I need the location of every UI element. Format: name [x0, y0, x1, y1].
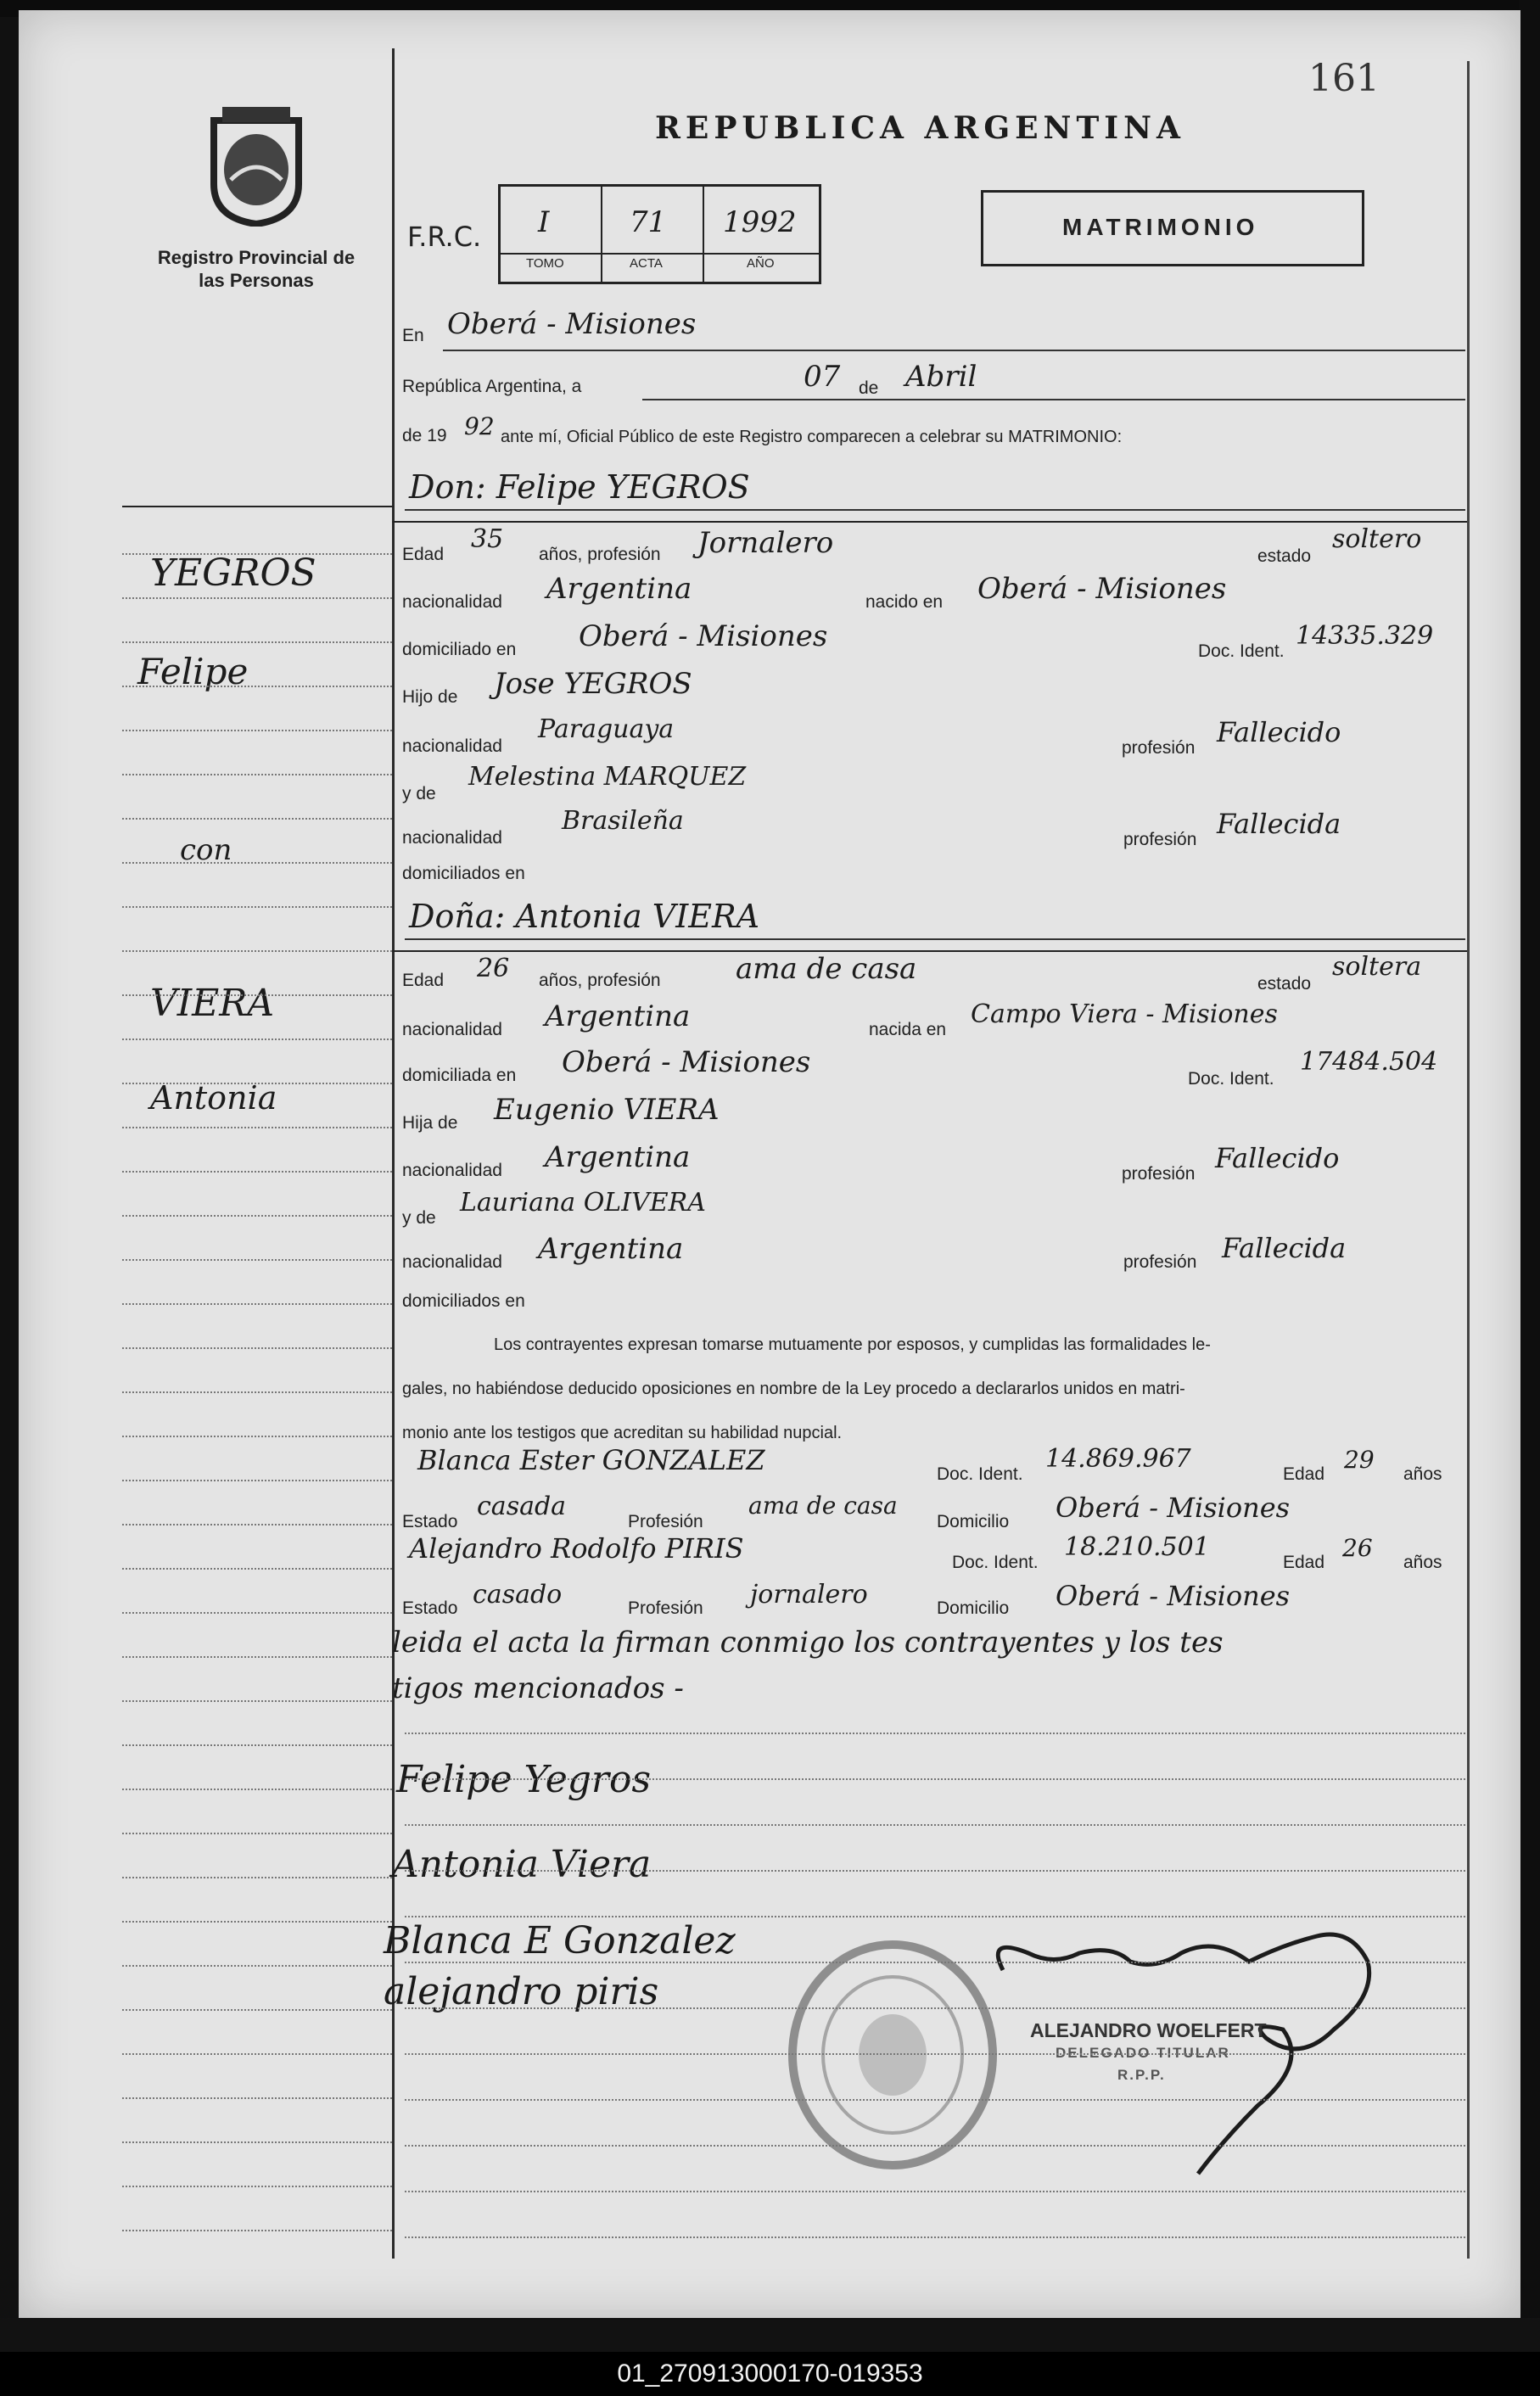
signature-bride: Antonia Viera — [392, 1843, 652, 1886]
bride-full-name: Doña: Antonia VIERA — [409, 898, 760, 935]
witness2-prof-label: Profesión — [628, 1598, 703, 1618]
doc-type-title: MATRIMONIO — [1062, 214, 1259, 240]
witness2-estado-label: Estado — [402, 1598, 458, 1618]
bride-mother-nat-label: nacionalidad — [402, 1252, 502, 1272]
signature-witness-1: Blanca E Gonzalez — [384, 1919, 736, 1962]
groom-full-name: Don: Felipe YEGROS — [409, 468, 750, 506]
groom-doc: 14335.329 — [1296, 621, 1434, 651]
body-ruled-line — [405, 1916, 1465, 1917]
body-ruled-line — [405, 2191, 1465, 2192]
bride-domicile-label: domiciliada en — [402, 1066, 517, 1085]
groom-parents-dom-label: domiciliados en — [402, 864, 525, 883]
witness1-prof-label: Profesión — [628, 1512, 703, 1531]
bride-father: Eugenio VIERA — [494, 1093, 720, 1127]
intro-day: 07 — [804, 360, 841, 394]
margin-ruled-line — [122, 1391, 392, 1393]
witness1-edad-label: Edad — [1283, 1464, 1325, 1484]
body-ruled-line — [405, 1733, 1465, 1734]
groom-mother-prof-label: profesión — [1123, 830, 1197, 849]
bride-father-nat-label: nacionalidad — [402, 1161, 502, 1180]
margin-ruled-line — [122, 686, 392, 687]
witness1-anos-label: años — [1403, 1464, 1442, 1484]
registry-name: Registro Provincial de las Personas — [157, 247, 356, 291]
margin-ruled-line — [122, 1656, 392, 1658]
bride-father-profession: Fallecido — [1215, 1142, 1340, 1174]
groom-profession: Jornalero — [697, 526, 834, 560]
official-registry: R.P.P. — [1117, 2067, 1166, 2083]
margin-ruled-line — [122, 1921, 392, 1923]
scan-bottom-border — [0, 2318, 1540, 2352]
bride-mother: Lauriana OLIVERA — [460, 1188, 706, 1218]
bride-nationality-label: nacionalidad — [402, 1020, 502, 1039]
margin-ruled-line — [122, 1524, 392, 1525]
margin-ruled-line — [122, 641, 392, 643]
page-number: 161 — [1308, 57, 1380, 100]
scan-right-border — [1519, 0, 1540, 2396]
margin-ruled-line — [122, 2097, 392, 2099]
witness2-doc: 18.210.501 — [1064, 1532, 1210, 1562]
witness2-edad-label: Edad — [1283, 1553, 1325, 1572]
signature-witness-2: alejandro piris — [384, 1970, 659, 2013]
groom-mother: Melestina MARQUEZ — [468, 762, 747, 792]
rule-groom — [405, 509, 1465, 511]
bride-father-nationality: Argentina — [545, 1140, 691, 1174]
body-line-2: gales, no habiéndose deducido oposiciones en nombre de la Ley procedo a declararlos unidos en matri- — [402, 1380, 1185, 1398]
groom-nacido-label: nacido en — [865, 592, 944, 612]
body-ruled-line — [405, 1962, 1465, 1963]
margin-ruled-line — [122, 1568, 392, 1570]
official-seal-stamp — [782, 1936, 1003, 2174]
country-title: REPUBLICA ARGENTINA — [655, 110, 1185, 146]
margin-groom-surname: YEGROS — [150, 551, 316, 595]
bride-doc-label: Doc. Ident. — [1188, 1069, 1274, 1089]
margin-ruled-line — [122, 1744, 392, 1746]
witness1-profession: ama de casa — [748, 1492, 898, 1520]
margin-groom-name: Felipe — [137, 651, 249, 692]
margin-ruled-line — [122, 1259, 392, 1261]
bride-estado-label: estado — [1257, 974, 1312, 994]
body-ruled-line — [405, 1824, 1465, 1826]
bride-status: soltera — [1332, 952, 1422, 982]
witness1-doc: 14.869.967 — [1045, 1444, 1191, 1474]
witness1-age: 29 — [1344, 1446, 1375, 1474]
margin-ruled-line — [122, 553, 392, 555]
body-ruled-line — [405, 2145, 1465, 2147]
tomo-value: I — [538, 205, 550, 239]
body-ruled-line — [405, 2236, 1465, 2238]
margin-ruled-line — [122, 1480, 392, 1481]
witness2-doc-label: Doc. Ident. — [952, 1553, 1039, 1572]
witness1-name: Blanca Ester GONZALEZ — [417, 1444, 765, 1476]
rule-en — [443, 350, 1465, 351]
bride-nationality: Argentina — [545, 999, 691, 1033]
margin-ruled-line — [122, 1038, 392, 1040]
bride-domicile: Oberá - Misiones — [562, 1045, 811, 1079]
en-label: En — [402, 326, 424, 345]
groom-father-nationality: Paraguaya — [538, 714, 675, 744]
margin-top-rule — [122, 506, 394, 507]
bride-birthplace: Campo Viera - Misiones — [971, 999, 1278, 1029]
intro-place: Oberá - Misiones — [447, 307, 697, 341]
bride-mother-prof-label: profesión — [1123, 1252, 1197, 1272]
margin-ruled-line — [122, 818, 392, 820]
groom-father-nat-label: nacionalidad — [402, 736, 502, 756]
margin-ruled-line — [122, 1347, 392, 1349]
frc-label: F.R.C. — [407, 221, 482, 253]
witness1-estado-label: Estado — [402, 1512, 458, 1531]
margin-ruled-line — [122, 1127, 392, 1128]
bride-father-prof-label: profesión — [1122, 1164, 1196, 1184]
witness2-age: 26 — [1342, 1534, 1373, 1562]
body-ruled-line — [405, 2053, 1465, 2055]
body-ruled-line — [405, 1870, 1465, 1872]
footer-image-id: 01_270913000170-019353 — [0, 2352, 1540, 2396]
margin-ruled-line — [122, 2141, 392, 2143]
margin-ruled-line — [122, 1789, 392, 1790]
witness1-dom-label: Domicilio — [937, 1512, 1010, 1531]
margin-ruled-line — [122, 906, 392, 908]
bride-profesion-label: años, profesión — [539, 971, 661, 990]
signature-groom: Felipe Yegros — [396, 1758, 652, 1801]
witness2-domicile: Oberá - Misiones — [1056, 1580, 1291, 1612]
margin-ruled-line — [122, 1303, 392, 1305]
bride-nacida-label: nacida en — [869, 1020, 947, 1039]
provincial-emblem-icon — [197, 104, 316, 227]
margin-ruled-line — [122, 1612, 392, 1614]
groom-father: Jose YEGROS — [494, 667, 692, 701]
groom-birthplace: Oberá - Misiones — [977, 572, 1227, 606]
margin-ruled-line — [122, 1833, 392, 1834]
acta-value: 71 — [630, 205, 667, 239]
bride-yde-label: y de — [402, 1208, 436, 1228]
groom-age: 35 — [471, 524, 504, 554]
witness2-dom-label: Domicilio — [937, 1598, 1010, 1618]
witness2-status: casado — [473, 1580, 563, 1609]
margin-ruled-line — [122, 1436, 392, 1437]
witness2-name: Alejandro Rodolfo PIRIS — [409, 1532, 744, 1565]
groom-profesion-label: años, profesión — [539, 545, 661, 564]
margin-bride-surname: VIERA — [150, 982, 275, 1025]
groom-nationality: Argentina — [546, 572, 692, 606]
rule-bride — [405, 938, 1465, 940]
margin-ruled-line — [122, 1171, 392, 1173]
margin-ruled-line — [122, 994, 392, 996]
bride-age: 26 — [477, 954, 510, 983]
margin-ruled-line — [122, 1083, 392, 1084]
closing-line-2: tigos mencionados - — [392, 1671, 684, 1705]
section-divider-bride — [392, 950, 1467, 952]
acta-label: ACTA — [630, 256, 663, 271]
groom-estado-label: estado — [1257, 546, 1312, 566]
certificate-page — [19, 10, 1520, 2318]
witness1-domicile: Oberá - Misiones — [1056, 1492, 1291, 1524]
bride-doc: 17484.504 — [1300, 1047, 1438, 1077]
groom-domicile-label: domiciliado en — [402, 640, 517, 659]
margin-ruled-line — [122, 1700, 392, 1702]
body-ruled-line — [405, 2007, 1465, 2009]
groom-edad-label: Edad — [402, 545, 445, 564]
ano-value: 1992 — [723, 205, 797, 239]
bride-mother-nationality: Argentina — [538, 1232, 684, 1266]
groom-domicile: Oberá - Misiones — [579, 619, 828, 653]
witness2-profession: jornalero — [750, 1580, 868, 1609]
margin-ruled-line — [122, 1215, 392, 1217]
bride-parents-dom-label: domiciliados en — [402, 1291, 525, 1311]
margin-ruled-line — [122, 774, 392, 775]
margin-ruled-line — [122, 2053, 392, 2055]
de-label: de — [859, 378, 879, 398]
groom-father-profession: Fallecido — [1217, 716, 1341, 748]
margin-ruled-line — [122, 1965, 392, 1967]
margin-bride-name: Antonia — [150, 1079, 277, 1117]
groom-father-prof-label: profesión — [1122, 738, 1196, 758]
body-ruled-line — [405, 2099, 1465, 2101]
margin-ruled-line — [122, 2230, 392, 2231]
margin-ruled-line — [122, 1877, 392, 1878]
groom-mother-profession: Fallecida — [1217, 808, 1341, 840]
witness1-doc-label: Doc. Ident. — [937, 1464, 1023, 1484]
bride-profession: ama de casa — [736, 952, 917, 986]
groom-yde-label: y de — [402, 784, 436, 803]
groom-hijo-label: Hijo de — [402, 687, 458, 707]
section-divider-groom — [392, 521, 1467, 523]
ano-label: AÑO — [747, 256, 775, 271]
bride-edad-label: Edad — [402, 971, 445, 990]
groom-nationality-label: nacionalidad — [402, 592, 502, 612]
groom-mother-nat-label: nacionalidad — [402, 828, 502, 848]
margin-ruled-line — [122, 2186, 392, 2187]
groom-mother-nationality: Brasileña — [562, 806, 684, 836]
intro-month: Abril — [905, 360, 977, 394]
margin-ruled-line — [122, 862, 392, 864]
witness1-status: casada — [477, 1492, 567, 1521]
year-prefix: de 19 — [402, 426, 447, 445]
intro-year: 92 — [464, 412, 495, 440]
margin-ruled-line — [122, 730, 392, 731]
margin-ruled-line — [122, 2009, 392, 2011]
body-line-1: Los contrayentes expresan tomarse mutuamente por esposos, y cumplidas las formalidades le- — [494, 1335, 1211, 1354]
margin-ruled-line — [122, 597, 392, 599]
intro-sentence: ante mí, Oficial Público de este Registro comparecen a celebrar su MATRIMONIO: — [501, 428, 1123, 446]
groom-status: soltero — [1332, 524, 1422, 554]
body-ruled-line — [405, 1778, 1465, 1780]
margin-con: con — [180, 833, 232, 867]
body-line-3: monio ante los testigos que acreditan su habilidad nupcial. — [402, 1424, 843, 1442]
bride-hija-label: Hija de — [402, 1113, 458, 1133]
official-title: DELEGADO TITULAR — [1056, 2045, 1230, 2061]
right-border-line — [1467, 61, 1470, 2259]
witness2-anos-label: años — [1403, 1553, 1442, 1572]
closing-line-1: leida el acta la firman conmigo los contrayentes y los tes — [392, 1626, 1224, 1660]
margin-ruled-line — [122, 950, 392, 952]
official-name: ALEJANDRO WOELFERT — [1030, 2019, 1267, 2041]
rule-date — [642, 399, 1465, 400]
republica-label: República Argentina, a — [402, 377, 582, 396]
groom-doc-label: Doc. Ident. — [1198, 641, 1285, 661]
tomo-label: TOMO — [526, 256, 564, 271]
bride-mother-profession: Fallecida — [1222, 1232, 1347, 1264]
